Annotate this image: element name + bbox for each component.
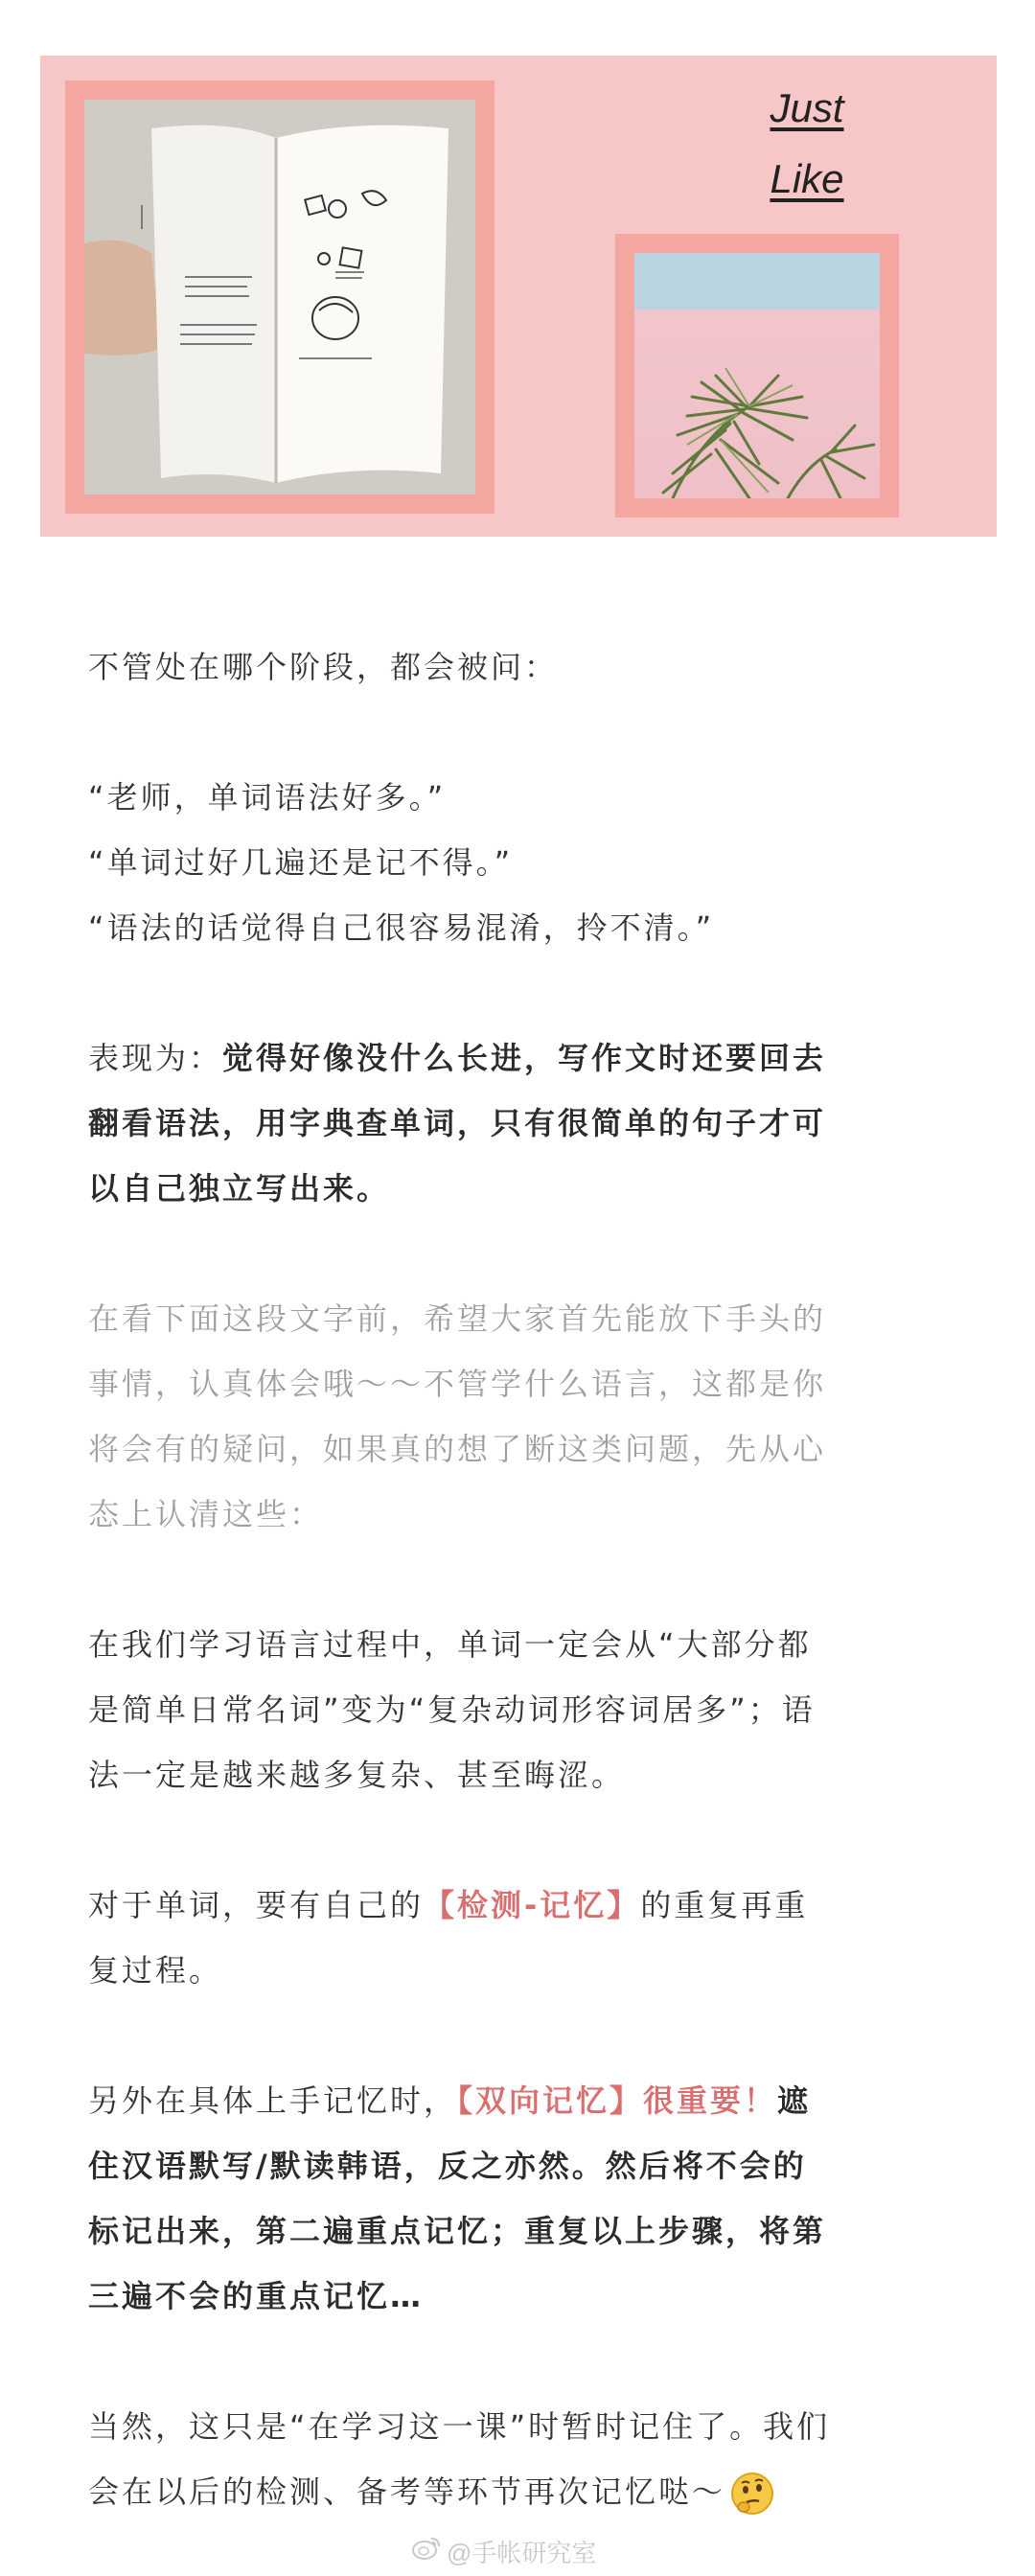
left-photo-frame xyxy=(65,80,494,514)
ending-paragraph-line xyxy=(88,2459,951,2524)
symptom-paragraph-line: 翻看语法，用字典查单词，只有很简单的句子才可 xyxy=(88,1105,827,1141)
header-banner xyxy=(40,56,997,537)
memory-paragraph-line: 三遍不会的重点记忆… xyxy=(88,2278,425,2314)
quote-line: “语法的话觉得自己很容易混淆，拎不清。” xyxy=(88,909,715,946)
note-paragraph-line: 事情，认真体会哦～～不管学什么语言，这都是你 xyxy=(88,1366,827,1402)
words-paragraph-line xyxy=(88,1873,951,1938)
banner-title xyxy=(711,73,903,215)
palm-leaf-photo xyxy=(634,253,880,498)
spacer xyxy=(88,700,951,765)
open-book-illustration xyxy=(84,100,475,494)
spacer xyxy=(88,2329,951,2394)
symptom-paragraph-line: 以自己独立写出来。 xyxy=(88,1170,391,1207)
memory-text: 另外在具体上手记忆时， xyxy=(88,2082,458,2119)
memory-paragraph-line: 住汉语默写/默读韩语，反之亦然。然后将不会的 xyxy=(88,2148,807,2184)
weibo-logo-icon xyxy=(412,2536,441,2567)
spacer xyxy=(88,1807,951,1873)
words-highlight: 【检测-记忆】 xyxy=(424,1887,641,1923)
process-paragraph-line: 在我们学习语言过程中，单词一定会从“大部分都 xyxy=(88,1626,812,1663)
words-text: 对于单词，要有自己的 xyxy=(88,1887,425,1923)
spacer xyxy=(88,2003,951,2068)
note-paragraph-line: 态上认清这些： xyxy=(88,1496,324,1532)
words-text: 的重复再重 xyxy=(640,1887,809,1923)
article-body xyxy=(88,634,951,2524)
symptom-paragraph-line xyxy=(88,1025,951,1091)
quote-line: “单词过好几遍还是记不得。” xyxy=(88,844,514,881)
note-paragraph-line: 在看下面这段文字前，希望大家首先能放下手头的 xyxy=(88,1300,827,1337)
palm-leaf-illustration xyxy=(634,253,880,498)
symptom-label: 表现为： xyxy=(88,1040,223,1076)
process-paragraph-line: 法一定是越来越多复杂、甚至晦涩。 xyxy=(88,1757,626,1793)
intro-paragraph: 不管处在哪个阶段，都会被问： xyxy=(88,649,559,685)
watermark-text: @手帐研究室 xyxy=(447,2539,597,2567)
ending-text: 会在以后的检测、备考等环节再次记忆哒～ xyxy=(88,2473,726,2510)
process-paragraph-line: 是简单日常名词”变为“复杂动词形容词居多”；语 xyxy=(88,1691,816,1728)
quote-line: “老师，单词语法好多。” xyxy=(88,779,447,816)
open-book-photo xyxy=(84,100,475,494)
spacer xyxy=(88,1547,951,1612)
spacer xyxy=(88,1221,951,1286)
banner-title-line1: Just xyxy=(770,85,844,130)
spacer xyxy=(88,960,951,1025)
symptom-text: 觉得好像没什么长进，写作文时还要回去 xyxy=(222,1040,827,1076)
ending-paragraph-line: 当然，这只是“在学习这一课”时暂时记住了。我们 xyxy=(88,2408,831,2445)
memory-text: 遮 xyxy=(777,2082,812,2119)
banner-title-line2: Like xyxy=(770,156,844,201)
memory-highlight: 【双向记忆】很重要！ xyxy=(457,2082,778,2119)
watermark xyxy=(412,2534,596,2569)
memory-paragraph-line xyxy=(88,2068,951,2133)
right-photo-frame xyxy=(615,234,899,518)
words-paragraph-line: 复过程。 xyxy=(88,1952,223,1989)
memory-paragraph-line: 标记出来，第二遍重点记忆；重复以上步骤，将第 xyxy=(88,2213,827,2249)
note-paragraph-line: 将会有的疑问，如果真的想了断这类问题，先从心 xyxy=(88,1431,827,1467)
thinking-face-emoji-icon xyxy=(729,2471,775,2517)
